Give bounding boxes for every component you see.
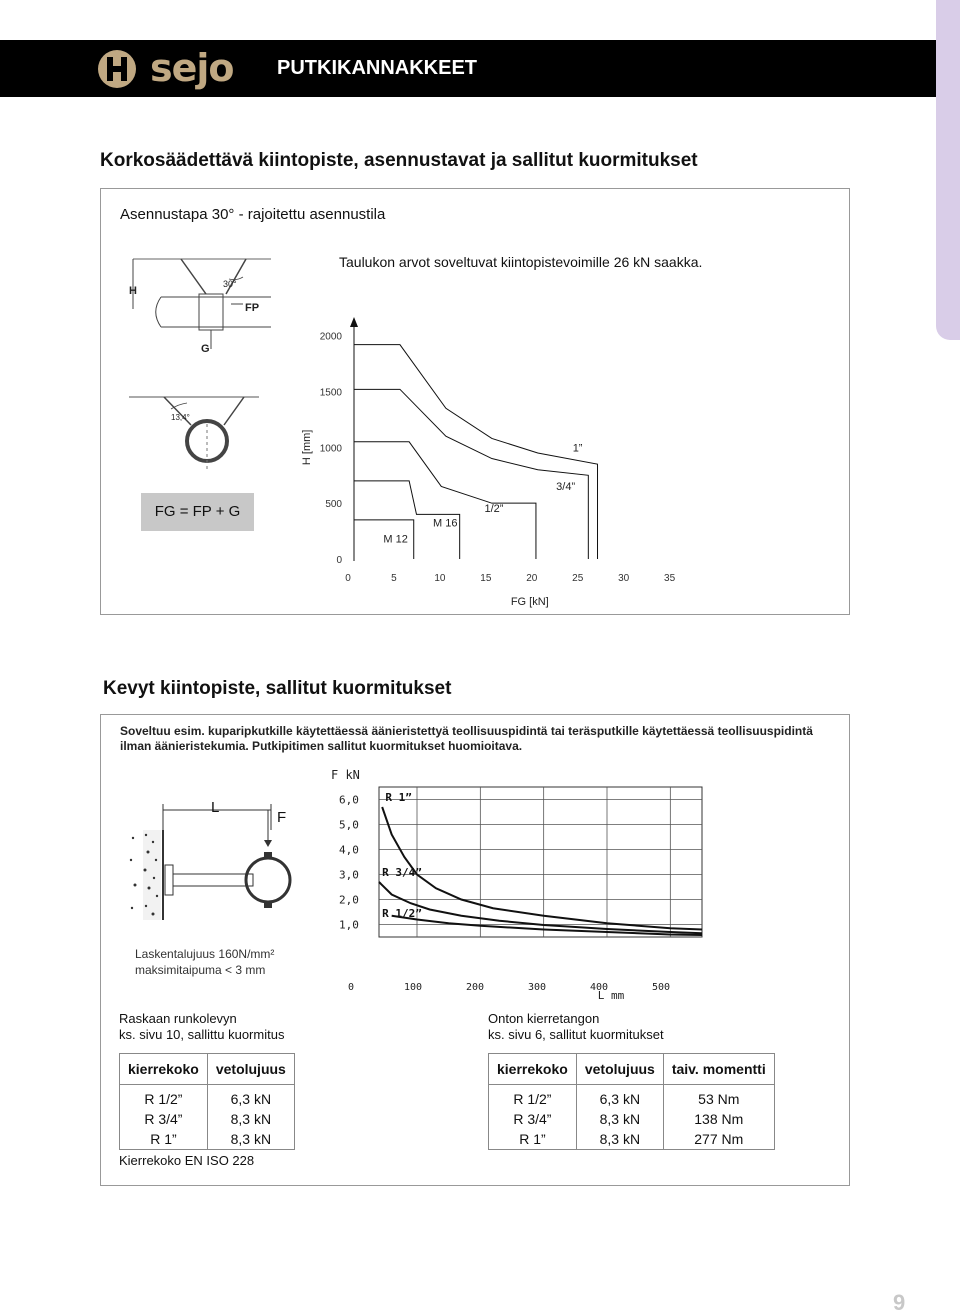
y-tick-label: 5,0 (339, 818, 359, 832)
section2-intro: Soveltuu esim. kuparipkutkille käytettäessä äänieristettyä teollisuuspidintä tai teräsputkille käytettäessä teollisuuspidintä ilman äänieristekumia. Putkipitimen sallitut kuormitukset huomioitava. (120, 724, 813, 753)
series-label: 1” (572, 442, 583, 455)
right-table-header: taiv. momentti (663, 1054, 774, 1085)
table-cell: 6,3 kN (207, 1085, 294, 1110)
y-tick-label: 500 (325, 499, 342, 511)
table-row (489, 1129, 775, 1150)
table-cell: 8,3 kN (207, 1129, 294, 1150)
bracket-l-label: L (211, 799, 220, 816)
y-tick-label: 6,0 (339, 793, 359, 807)
table-cell: R 1” (120, 1129, 208, 1150)
table-cell: R 3/4” (489, 1109, 577, 1129)
header-bar (0, 40, 936, 97)
y-tick-label: 0 (336, 555, 342, 566)
x-tick-label: 300 (527, 982, 547, 993)
section2-heading: Kevyt kiintopiste, sallitut kuormitukset (103, 678, 452, 699)
section2-frame (100, 714, 850, 1186)
table-cell: R 1/2” (489, 1085, 577, 1110)
series-label: M 16 (433, 517, 458, 530)
bracket-f-label: F (277, 809, 287, 826)
y-tick-label: 2,0 (339, 893, 359, 907)
x-tick-label: 35 (664, 573, 676, 584)
left-table-header: kierrekoko (120, 1054, 208, 1085)
y-axis-title: F kN (331, 768, 360, 782)
height-load-chart (296, 309, 706, 609)
table-row (489, 1085, 775, 1110)
series-label: 1/2” (484, 503, 504, 516)
table-cell: R 3/4” (120, 1109, 208, 1129)
right-table-header: kierrekoko (489, 1054, 577, 1085)
series-label: 3/4” (556, 480, 576, 493)
x-tick-label: 100 (403, 982, 423, 993)
x-tick-label: 400 (589, 982, 609, 993)
section1-note: Taulukon arvot soveltuvat kiintopistevoimille 26 kN saakka. (339, 254, 703, 270)
series-line (379, 882, 702, 933)
section1-heading: Korkosäädettävä kiintopiste, asennustavat ja sallitut kuormitukset (100, 150, 698, 171)
y-tick-label: 2000 (319, 331, 342, 343)
y-tick-label: 3,0 (339, 868, 359, 882)
x-tick-label: 500 (651, 982, 671, 993)
series-line (354, 345, 598, 559)
x-tick-label: 20 (526, 573, 538, 584)
series-label: R 1/2” (382, 907, 422, 920)
table-cell: R 1” (489, 1129, 577, 1150)
x-axis-title: L mm (597, 989, 625, 1002)
page-number: 9 (893, 1290, 906, 1315)
wall-bracket-diagram (123, 790, 323, 930)
series-label: M 12 (383, 533, 408, 546)
table-row (120, 1085, 295, 1110)
section1-frame (100, 188, 850, 615)
diagram-h-label: H (129, 285, 137, 297)
y-tick-label: 1500 (319, 387, 342, 399)
series-line (354, 442, 536, 559)
table-cell: R 1/2” (120, 1085, 208, 1110)
page-title: PUTKIKANNAKKEET (277, 57, 477, 79)
right-load-table (488, 1053, 775, 1150)
left-note-1: Raskaan runkolevyn (119, 1011, 237, 1026)
table-cell: 53 Nm (663, 1085, 774, 1110)
table-cell: 277 Nm (663, 1129, 774, 1150)
x-tick-label: 0 (347, 982, 355, 993)
right-table-header: vetolujuus (576, 1054, 663, 1085)
series-label: R 3/4” (382, 865, 422, 879)
left-table-header: vetolujuus (207, 1054, 294, 1085)
material-note-2: maksimitaipuma < 3 mm (135, 963, 266, 977)
left-note-2: ks. sivu 10, sallittu kuormitus (119, 1027, 285, 1042)
series-line (382, 807, 702, 930)
x-tick-label: 5 (391, 573, 397, 584)
x-tick-label: 0 (345, 573, 351, 584)
installation-diagram-lower (129, 389, 259, 484)
diagram-g-label: G (201, 343, 210, 355)
diagram-angle30-label: 30° (223, 279, 237, 289)
formula-box: FG = FP + G (141, 493, 254, 531)
side-tab (936, 0, 960, 340)
table-cell: 8,3 kN (576, 1109, 663, 1129)
right-note-2: ks. sivu 6, sallitut kuormitukset (488, 1027, 664, 1042)
x-tick-label: 30 (618, 573, 630, 584)
y-tick-label: 1,0 (339, 918, 359, 932)
table-cell: 138 Nm (663, 1109, 774, 1129)
material-note-1: Laskentalujuus 160N/mm² (135, 947, 275, 961)
diagram-fp-label: FP (245, 302, 260, 314)
table-row (120, 1109, 295, 1129)
thread-standard-note: Kierrekoko EN ISO 228 (119, 1153, 255, 1168)
sejo-logo-icon (96, 48, 138, 90)
y-tick-label: 1000 (319, 443, 342, 455)
table-cell: 8,3 kN (576, 1129, 663, 1150)
table-row (120, 1129, 295, 1150)
section1-subheading: Asennustapa 30° - rajoitettu asennustila (120, 206, 386, 223)
x-tick-label: 15 (480, 573, 492, 584)
table-row (489, 1109, 775, 1129)
left-load-table (119, 1053, 295, 1150)
series-label: R 1” (385, 790, 412, 804)
x-tick-label: 200 (465, 982, 485, 993)
x-axis-title: FG [kN] (510, 596, 549, 608)
diagram-angle13-label: 13,4° (171, 413, 190, 422)
table-cell: 6,3 kN (576, 1085, 663, 1110)
x-tick-label: 25 (572, 573, 584, 584)
x-tick-label: 10 (434, 573, 446, 584)
force-length-chart (327, 765, 707, 1005)
table-cell: 8,3 kN (207, 1109, 294, 1129)
right-note-1: Onton kierretangon (488, 1011, 600, 1026)
y-tick-label: 4,0 (339, 843, 359, 857)
y-axis-title: H [mm] (301, 429, 313, 466)
brand-name: sejo (150, 46, 234, 90)
y-axis-arrow-icon (350, 317, 358, 327)
